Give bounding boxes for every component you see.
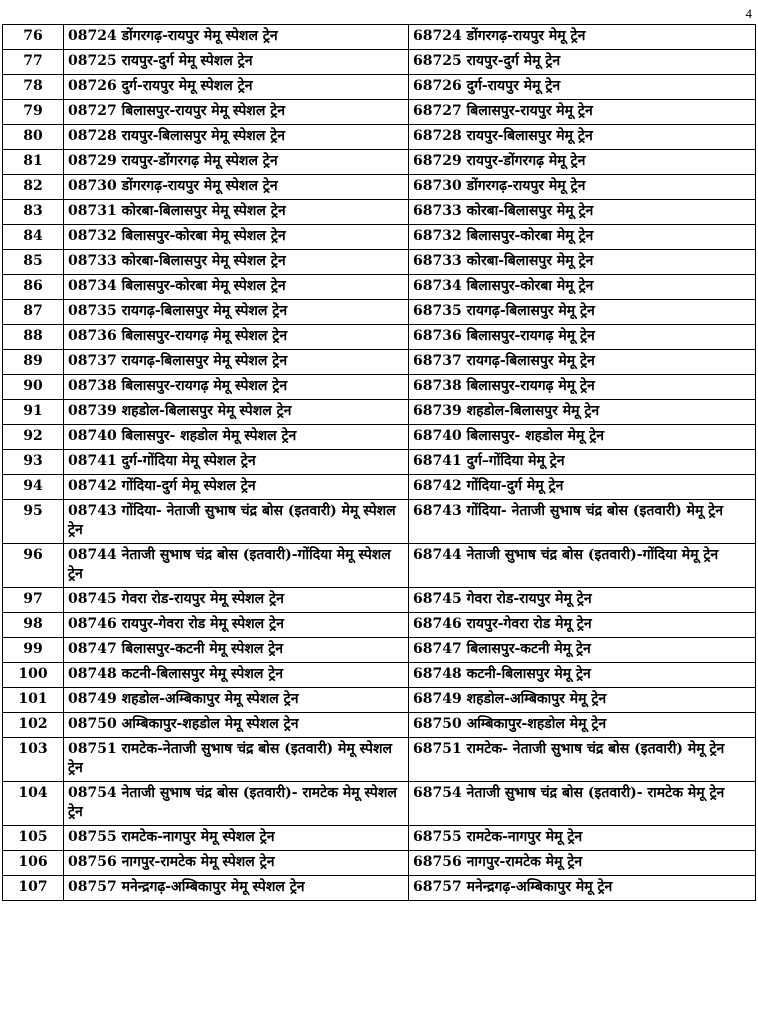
table-row [3, 225, 756, 250]
serial-number-cell: 80 [3, 125, 64, 150]
old-train-cell: 08731 कोरबा-बिलासपुर मेमू स्पेशल ट्रेन [64, 200, 409, 225]
serial-number-cell: 83 [3, 200, 64, 225]
table-row [3, 613, 756, 638]
serial-number-cell: 89 [3, 350, 64, 375]
old-train-cell: 08750 अम्बिकापुर-शहडोल मेमू स्पेशल ट्रेन [64, 713, 409, 738]
train-renaming-table [2, 24, 756, 901]
old-train-cell: 08725 रायपुर-दुर्ग मेमू स्पेशल ट्रेन [64, 50, 409, 75]
page-number: 4 [745, 6, 752, 21]
table-row [3, 25, 756, 50]
serial-number-cell: 77 [3, 50, 64, 75]
old-train-cell: 08732 बिलासपुर-कोरबा मेमू स्पेशल ट्रेन [64, 225, 409, 250]
serial-number-cell: 88 [3, 325, 64, 350]
old-train-cell: 08754 नेताजी सुभाष चंद्र बोस (इतवारी)- रामटेक मेमू स्पेशल ट्रेन [64, 782, 409, 826]
table-row [3, 851, 756, 876]
table-row [3, 588, 756, 613]
new-train-cell: 68748 कटनी-बिलासपुर मेमू ट्रेन [409, 663, 756, 688]
new-train-cell: 68757 मनेन्द्रगढ़-अम्बिकापुर मेमू ट्रेन [409, 876, 756, 901]
table-row [3, 782, 756, 826]
table-row [3, 200, 756, 225]
serial-number-cell: 84 [3, 225, 64, 250]
old-train-cell: 08751 रामटेक-नेताजी सुभाष चंद्र बोस (इतवारी) मेमू स्पेशल ट्रेन [64, 738, 409, 782]
new-train-cell: 68724 डोंगरगढ़-रायपुर मेमू ट्रेन [409, 25, 756, 50]
old-train-cell: 08730 डोंगरगढ़-रायपुर मेमू स्पेशल ट्रेन [64, 175, 409, 200]
serial-number-cell: 97 [3, 588, 64, 613]
new-train-cell: 68755 रामटेक-नागपुर मेमू ट्रेन [409, 826, 756, 851]
new-train-cell: 68733 कोरबा-बिलासपुर मेमू ट्रेन [409, 200, 756, 225]
table-row [3, 500, 756, 544]
new-train-cell: 68730 डोंगरगढ़-रायपुर मेमू ट्रेन [409, 175, 756, 200]
new-train-cell: 68738 बिलासपुर-रायगढ़ मेमू ट्रेन [409, 375, 756, 400]
table-row [3, 826, 756, 851]
table-row [3, 150, 756, 175]
serial-number-cell: 87 [3, 300, 64, 325]
table-row [3, 100, 756, 125]
table-row [3, 325, 756, 350]
new-train-cell: 68727 बिलासपुर-रायपुर मेमू ट्रेन [409, 100, 756, 125]
new-train-cell: 68741 दुर्ग–गोंदिया मेमू ट्रेन [409, 450, 756, 475]
serial-number-cell: 86 [3, 275, 64, 300]
serial-number-cell: 81 [3, 150, 64, 175]
new-train-cell: 68736 बिलासपुर-रायगढ़ मेमू ट्रेन [409, 325, 756, 350]
serial-number-cell: 91 [3, 400, 64, 425]
old-train-cell: 08727 बिलासपुर-रायपुर मेमू स्पेशल ट्रेन [64, 100, 409, 125]
new-train-cell: 68729 रायपुर-डोंगरगढ़ मेमू ट्रेन [409, 150, 756, 175]
old-train-cell: 08729 रायपुर-डोंगरगढ़ मेमू स्पेशल ट्रेन [64, 150, 409, 175]
old-train-cell: 08756 नागपुर-रामटेक मेमू स्पेशल ट्रेन [64, 851, 409, 876]
table-row [3, 400, 756, 425]
serial-number-cell: 107 [3, 876, 64, 901]
old-train-cell: 08736 बिलासपुर-रायगढ़ मेमू स्पेशल ट्रेन [64, 325, 409, 350]
old-train-cell: 08745 गेवरा रोड-रायपुर मेमू स्पेशल ट्रेन [64, 588, 409, 613]
old-train-cell: 08749 शहडोल-अम्बिकापुर मेमू स्पेशल ट्रेन [64, 688, 409, 713]
new-train-cell: 68749 शहडोल-अम्बिकापुर मेमू ट्रेन [409, 688, 756, 713]
new-train-cell: 68726 दुर्ग-रायपुर मेमू ट्रेन [409, 75, 756, 100]
table-row [3, 275, 756, 300]
table-body [3, 25, 756, 901]
serial-number-cell: 105 [3, 826, 64, 851]
new-train-cell: 68735 रायगढ़-बिलासपुर मेमू ट्रेन [409, 300, 756, 325]
new-train-cell: 68746 रायपुर-गेवरा रोड मेमू ट्रेन [409, 613, 756, 638]
table-row [3, 250, 756, 275]
serial-number-cell: 92 [3, 425, 64, 450]
table-row [3, 425, 756, 450]
old-train-cell: 08747 बिलासपुर-कटनी मेमू स्पेशल ट्रेन [64, 638, 409, 663]
new-train-cell: 68725 रायपुर-दुर्ग मेमू ट्रेन [409, 50, 756, 75]
serial-number-cell: 94 [3, 475, 64, 500]
serial-number-cell: 76 [3, 25, 64, 50]
serial-number-cell: 78 [3, 75, 64, 100]
table-row [3, 75, 756, 100]
new-train-cell: 68756 नागपुर-रामटेक मेमू ट्रेन [409, 851, 756, 876]
new-train-cell: 68739 शहडोल-बिलासपुर मेमू ट्रेन [409, 400, 756, 425]
table-row [3, 688, 756, 713]
table-row [3, 663, 756, 688]
new-train-cell: 68743 गोंदिया- नेताजी सुभाष चंद्र बोस (इतवारी) मेमू ट्रेन [409, 500, 756, 544]
old-train-cell: 08733 कोरबा-बिलासपुर मेमू स्पेशल ट्रेन [64, 250, 409, 275]
table-row [3, 125, 756, 150]
new-train-cell: 68734 बिलासपुर-कोरबा मेमू ट्रेन [409, 275, 756, 300]
new-train-cell: 68745 गेवरा रोड-रायपुर मेमू ट्रेन [409, 588, 756, 613]
serial-number-cell: 96 [3, 544, 64, 588]
new-train-cell: 68728 रायपुर-बिलासपुर मेमू ट्रेन [409, 125, 756, 150]
new-train-cell: 68750 अम्बिकापुर-शहडोल मेमू ट्रेन [409, 713, 756, 738]
new-train-cell: 68754 नेताजी सुभाष चंद्र बोस (इतवारी)- रामटेक मेमू ट्रेन [409, 782, 756, 826]
serial-number-cell: 90 [3, 375, 64, 400]
table-row [3, 50, 756, 75]
old-train-cell: 08739 शहडोल-बिलासपुर मेमू स्पेशल ट्रेन [64, 400, 409, 425]
serial-number-cell: 79 [3, 100, 64, 125]
table-row [3, 544, 756, 588]
new-train-cell: 68737 रायगढ़-बिलासपुर मेमू ट्रेन [409, 350, 756, 375]
old-train-cell: 08744 नेताजी सुभाष चंद्र बोस (इतवारी)-गोंदिया मेमू स्पेशल ट्रेन [64, 544, 409, 588]
old-train-cell: 08728 रायपुर-बिलासपुर मेमू स्पेशल ट्रेन [64, 125, 409, 150]
new-train-cell: 68733 कोरबा-बिलासपुर मेमू ट्रेन [409, 250, 756, 275]
table-row [3, 300, 756, 325]
table-row [3, 375, 756, 400]
old-train-cell: 08746 रायपुर-गेवरा रोड मेमू स्पेशल ट्रेन [64, 613, 409, 638]
serial-number-cell: 104 [3, 782, 64, 826]
old-train-cell: 08737 रायगढ़-बिलासपुर मेमू स्पेशल ट्रेन [64, 350, 409, 375]
old-train-cell: 08735 रायगढ़-बिलासपुर मेमू स्पेशल ट्रेन [64, 300, 409, 325]
serial-number-cell: 99 [3, 638, 64, 663]
table-row [3, 475, 756, 500]
old-train-cell: 08724 डोंगरगढ़-रायपुर मेमू स्पेशल ट्रेन [64, 25, 409, 50]
table-row [3, 350, 756, 375]
old-train-cell: 08748 कटनी-बिलासपुर मेमू स्पेशल ट्रेन [64, 663, 409, 688]
serial-number-cell: 100 [3, 663, 64, 688]
new-train-cell: 68732 बिलासपुर-कोरबा मेमू ट्रेन [409, 225, 756, 250]
serial-number-cell: 102 [3, 713, 64, 738]
serial-number-cell: 82 [3, 175, 64, 200]
table-row [3, 713, 756, 738]
new-train-cell: 68744 नेताजी सुभाष चंद्र बोस (इतवारी)-गोंदिया मेमू ट्रेन [409, 544, 756, 588]
old-train-cell: 08734 बिलासपुर-कोरबा मेमू स्पेशल ट्रेन [64, 275, 409, 300]
table-row [3, 450, 756, 475]
old-train-cell: 08755 रामटेक-नागपुर मेमू स्पेशल ट्रेन [64, 826, 409, 851]
serial-number-cell: 101 [3, 688, 64, 713]
old-train-cell: 08726 दुर्ग-रायपुर मेमू स्पेशल ट्रेन [64, 75, 409, 100]
old-train-cell: 08740 बिलासपुर- शहडोल मेमू स्पेशल ट्रेन [64, 425, 409, 450]
table-row [3, 738, 756, 782]
serial-number-cell: 93 [3, 450, 64, 475]
table-row [3, 638, 756, 663]
serial-number-cell: 103 [3, 738, 64, 782]
table-row [3, 876, 756, 901]
old-train-cell: 08757 मनेन्द्रगढ़-अम्बिकापुर मेमू स्पेशल ट्रेन [64, 876, 409, 901]
serial-number-cell: 95 [3, 500, 64, 544]
serial-number-cell: 98 [3, 613, 64, 638]
serial-number-cell: 85 [3, 250, 64, 275]
old-train-cell: 08743 गोंदिया- नेताजी सुभाष चंद्र बोस (इतवारी) मेमू स्पेशल ट्रेन [64, 500, 409, 544]
table-row [3, 175, 756, 200]
old-train-cell: 08742 गोंदिया-दुर्ग मेमू स्पेशल ट्रेन [64, 475, 409, 500]
old-train-cell: 08738 बिलासपुर-रायगढ़ मेमू स्पेशल ट्रेन [64, 375, 409, 400]
old-train-cell: 08741 दुर्ग-गोंदिया मेमू स्पेशल ट्रेन [64, 450, 409, 475]
serial-number-cell: 106 [3, 851, 64, 876]
new-train-cell: 68747 बिलासपुर-कटनी मेमू ट्रेन [409, 638, 756, 663]
new-train-cell: 68742 गोंदिया-दुर्ग मेमू ट्रेन [409, 475, 756, 500]
new-train-cell: 68751 रामटेक- नेताजी सुभाष चंद्र बोस (इतवारी) मेमू ट्रेन [409, 738, 756, 782]
new-train-cell: 68740 बिलासपुर- शहडोल मेमू ट्रेन [409, 425, 756, 450]
